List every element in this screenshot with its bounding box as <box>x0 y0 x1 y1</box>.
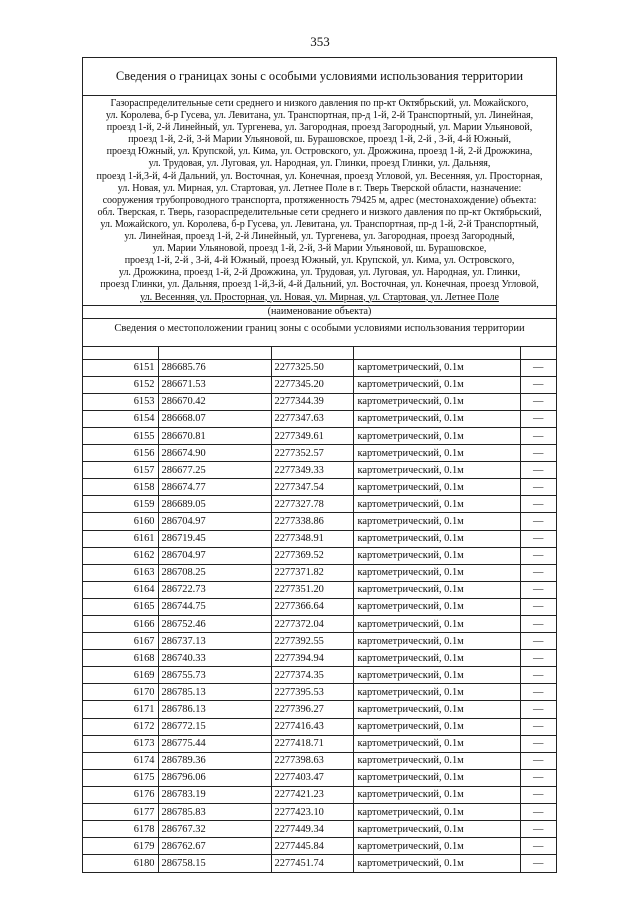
description-line: проезд 1-й, 2-й Линейный, ул. Тургенева, ул. Загородная, проезд Загородный, ул. Марии Ульяновой, <box>106 122 533 134</box>
method-cell: картометрический, 0.1м <box>353 359 520 376</box>
table-row <box>83 855 556 872</box>
coord-x: 286670.42 <box>158 393 271 410</box>
coord-x: 286689.05 <box>158 496 271 513</box>
method-cell: картометрический, 0.1м <box>353 530 520 547</box>
description-cell: — <box>520 701 556 718</box>
point-number: 6172 <box>83 718 158 735</box>
object-description <box>83 96 556 305</box>
point-number: 6156 <box>83 445 158 462</box>
point-number: 6170 <box>83 684 158 701</box>
method-cell: картометрический, 0.1м <box>353 821 520 838</box>
coord-y: 2277345.20 <box>271 376 353 393</box>
table-row <box>83 598 556 615</box>
method-cell: картометрический, 0.1м <box>353 376 520 393</box>
description-line: проезд 1-й, 2-й , 3-й, 4-й Южный, проезд Южный, ул. Крупской, ул. Кима, ул. Островского, <box>124 255 515 267</box>
coord-y: 2277347.54 <box>271 479 353 496</box>
method-cell: картометрический, 0.1м <box>353 445 520 462</box>
coord-x: 286674.77 <box>158 479 271 496</box>
point-number: 6158 <box>83 479 158 496</box>
coord-y: 2277416.43 <box>271 718 353 735</box>
method-cell: картометрический, 0.1м <box>353 616 520 633</box>
description-line: проезд Южный, ул. Крупской, ул. Кима, ул. Островского, ул. Дрожжина, проезд 1-й, 2-й Дрожжина, <box>106 146 533 158</box>
description-line: ул. Новая, ул. Мирная, ул. Стартовая, ул. Летнее Поле в г. Тверь Тверской области, назначение: <box>117 182 522 194</box>
description-line: ул. Линейная, проезд 1-й, 2-й Линейный, ул. Тургенева, ул. Загородная, проезд Загородный, <box>124 231 515 243</box>
point-number: 6178 <box>83 821 158 838</box>
point-number: 6157 <box>83 462 158 479</box>
object-name-caption: (наименование объекта) <box>83 305 556 319</box>
method-cell: картометрический, 0.1м <box>353 684 520 701</box>
coord-x: 286755.73 <box>158 667 271 684</box>
point-number: 6151 <box>83 359 158 376</box>
description-cell: — <box>520 752 556 769</box>
coord-y: 2277449.34 <box>271 821 353 838</box>
page-number: 353 <box>310 34 330 49</box>
coord-y: 2277338.86 <box>271 513 353 530</box>
method-cell: картометрический, 0.1м <box>353 462 520 479</box>
description-line: ул. Дрожжина, проезд 1-й, 2-й Дрожжина, ул. Трудовая, ул. Луговая, ул. Народная, ул. Глинки, <box>118 267 521 279</box>
point-number: 6180 <box>83 855 158 872</box>
description-cell: — <box>520 684 556 701</box>
description-cell: — <box>520 581 556 598</box>
method-cell: картометрический, 0.1м <box>353 804 520 821</box>
description-line: ул. Марии Ульяновой, проезд 1-й, 2-й, 3-й Марии Ульяновой, ш. Бурашовское, <box>152 243 487 255</box>
point-number: 6163 <box>83 564 158 581</box>
coord-x: 286772.15 <box>158 718 271 735</box>
point-number: 6152 <box>83 376 158 393</box>
description-cell: — <box>520 393 556 410</box>
coord-y: 2277395.53 <box>271 684 353 701</box>
description-cell: — <box>520 769 556 786</box>
method-cell: картометрический, 0.1м <box>353 513 520 530</box>
table-row <box>83 735 556 752</box>
point-number: 6169 <box>83 667 158 684</box>
table-row <box>83 427 556 444</box>
coord-y: 2277372.04 <box>271 616 353 633</box>
description-cell: — <box>520 735 556 752</box>
table-row <box>83 650 556 667</box>
method-cell: картометрический, 0.1м <box>353 855 520 872</box>
method-cell: картометрический, 0.1м <box>353 633 520 650</box>
method-cell: картометрический, 0.1м <box>353 735 520 752</box>
table-row <box>83 633 556 650</box>
method-cell: картометрический, 0.1м <box>353 564 520 581</box>
table-spacer-row <box>83 346 556 359</box>
table-row <box>83 667 556 684</box>
method-cell: картометрический, 0.1м <box>353 581 520 598</box>
description-cell: — <box>520 616 556 633</box>
point-number: 6175 <box>83 769 158 786</box>
table-row <box>83 718 556 735</box>
document-title: Сведения о границах зоны с особыми условиями использования территории <box>83 58 556 96</box>
coord-x: 286668.07 <box>158 410 271 427</box>
point-number: 6171 <box>83 701 158 718</box>
table-row <box>83 530 556 547</box>
coord-y: 2277371.82 <box>271 564 353 581</box>
table-row <box>83 616 556 633</box>
description-cell: — <box>520 376 556 393</box>
point-number: 6155 <box>83 427 158 444</box>
table-row <box>83 547 556 564</box>
coord-x: 286786.13 <box>158 701 271 718</box>
coord-y: 2277325.50 <box>271 359 353 376</box>
description-line: обл. Тверская, г. Тверь, газораспределительные сети среднего и низкого давления по пр-кт Октябрьский, <box>97 206 542 218</box>
method-cell: картометрический, 0.1м <box>353 701 520 718</box>
method-cell: картометрический, 0.1м <box>353 786 520 803</box>
coord-y: 2277421.23 <box>271 786 353 803</box>
coord-x: 286722.73 <box>158 581 271 598</box>
description-cell: — <box>520 838 556 855</box>
coord-y: 2277344.39 <box>271 393 353 410</box>
point-number: 6167 <box>83 633 158 650</box>
table-row <box>83 701 556 718</box>
coord-y: 2277374.35 <box>271 667 353 684</box>
coord-x: 286704.97 <box>158 513 271 530</box>
method-cell: картометрический, 0.1м <box>353 496 520 513</box>
description-cell: — <box>520 359 556 376</box>
coord-x: 286785.13 <box>158 684 271 701</box>
coord-y: 2277349.61 <box>271 427 353 444</box>
description-line: Газораспределительные сети среднего и низкого давления по пр-кт Октябрьский, ул. Можайского, <box>110 98 529 109</box>
coord-y: 2277418.71 <box>271 735 353 752</box>
coord-x: 286674.90 <box>158 445 271 462</box>
point-number: 6153 <box>83 393 158 410</box>
location-subtitle: Сведения о местоположении границ зоны с особыми условиями использования территории <box>114 322 525 334</box>
description-line: ул. Можайского, ул. Королева, б-р Гусева, ул. Левитана, ул. Транспортная, пр-д 1-й, 2-й Транспортный, <box>100 218 539 230</box>
description-line: ул. Весенняя, ул. Просторная, ул. Новая, ул. Мирная, ул. Стартовая, ул. Летнее Поле <box>140 291 499 303</box>
table-row <box>83 684 556 701</box>
table-row <box>83 564 556 581</box>
method-cell: картометрический, 0.1м <box>353 547 520 564</box>
description-cell: — <box>520 633 556 650</box>
description-cell: — <box>520 821 556 838</box>
point-number: 6166 <box>83 616 158 633</box>
coord-y: 2277349.33 <box>271 462 353 479</box>
coord-x: 286767.32 <box>158 821 271 838</box>
coord-x: 286704.97 <box>158 547 271 564</box>
description-cell: — <box>520 786 556 803</box>
description-cell: — <box>520 804 556 821</box>
point-number: 6173 <box>83 735 158 752</box>
table-row <box>83 769 556 786</box>
table-row <box>83 359 556 376</box>
coord-x: 286783.19 <box>158 786 271 803</box>
coord-y: 2277366.64 <box>271 598 353 615</box>
coord-x: 286785.83 <box>158 804 271 821</box>
table-row <box>83 752 556 769</box>
point-number: 6165 <box>83 598 158 615</box>
method-cell: картометрический, 0.1м <box>353 598 520 615</box>
coord-y: 2277369.52 <box>271 547 353 564</box>
coord-x: 286796.06 <box>158 769 271 786</box>
coord-x: 286670.81 <box>158 427 271 444</box>
description-cell: — <box>520 547 556 564</box>
coord-x: 286677.25 <box>158 462 271 479</box>
coord-x: 286789.36 <box>158 752 271 769</box>
coord-y: 2277392.55 <box>271 633 353 650</box>
method-cell: картометрический, 0.1м <box>353 752 520 769</box>
description-cell: — <box>520 667 556 684</box>
description-cell: — <box>520 513 556 530</box>
method-cell: картометрический, 0.1м <box>353 769 520 786</box>
description-line: ул. Королева, б-р Гусева, ул. Левитана, ул. Транспортная, пр-д 1-й, 2-й Транспортный, ул. Линейная, <box>105 110 534 122</box>
table-row <box>83 479 556 496</box>
description-cell: — <box>520 410 556 427</box>
point-number: 6154 <box>83 410 158 427</box>
description-cell: — <box>520 718 556 735</box>
table-row <box>83 410 556 427</box>
zone-boundary-document <box>82 57 557 873</box>
coordinates-table <box>83 346 556 872</box>
description-cell: — <box>520 427 556 444</box>
coord-y: 2277403.47 <box>271 769 353 786</box>
coord-x: 286671.53 <box>158 376 271 393</box>
point-number: 6164 <box>83 581 158 598</box>
coord-x: 286719.45 <box>158 530 271 547</box>
description-line: проезд Глинки, ул. Дальняя, проезд 1-й,3-й, 4-й Дальний, ул. Восточная, ул. Конечная, проезд Угловой, <box>100 279 539 291</box>
description-line: проезд 1-й, 2-й, 3-й Марии Ульяновой, ш. Бурашовское, проезд 1-й, 2-й , 3-й, 4-й Южный, <box>128 134 511 146</box>
description-cell: — <box>520 445 556 462</box>
method-cell: картометрический, 0.1м <box>353 718 520 735</box>
description-cell: — <box>520 496 556 513</box>
point-number: 6168 <box>83 650 158 667</box>
description-line: ул. Трудовая, ул. Луговая, ул. Народная, ул. Глинки, проезд Глинки, ул. Дальняя, <box>148 158 491 170</box>
description-cell: — <box>520 479 556 496</box>
method-cell: картометрический, 0.1м <box>353 479 520 496</box>
table-row <box>83 376 556 393</box>
description-cell: — <box>520 564 556 581</box>
description-line: проезд 1-й,3-й, 4-й Дальний, ул. Восточная, ул. Конечная, проезд Угловой, ул. Весенняя, ул. Просторная, <box>96 170 543 182</box>
coord-x: 286758.15 <box>158 855 271 872</box>
point-number: 6177 <box>83 804 158 821</box>
coord-y: 2277348.91 <box>271 530 353 547</box>
point-number: 6160 <box>83 513 158 530</box>
table-row <box>83 821 556 838</box>
coord-y: 2277347.63 <box>271 410 353 427</box>
method-cell: картометрический, 0.1м <box>353 838 520 855</box>
description-cell: — <box>520 855 556 872</box>
table-row <box>83 462 556 479</box>
table-row <box>83 445 556 462</box>
coord-y: 2277423.10 <box>271 804 353 821</box>
table-row <box>83 581 556 598</box>
coord-y: 2277352.57 <box>271 445 353 462</box>
method-cell: картометрический, 0.1м <box>353 393 520 410</box>
table-row <box>83 838 556 855</box>
method-cell: картометрический, 0.1м <box>353 650 520 667</box>
point-number: 6174 <box>83 752 158 769</box>
description-cell: — <box>520 530 556 547</box>
coord-x: 286685.76 <box>158 359 271 376</box>
table-row <box>83 496 556 513</box>
coord-y: 2277394.94 <box>271 650 353 667</box>
coord-x: 286744.75 <box>158 598 271 615</box>
coord-y: 2277396.27 <box>271 701 353 718</box>
description-cell: — <box>520 598 556 615</box>
point-number: 6159 <box>83 496 158 513</box>
table-row <box>83 804 556 821</box>
point-number: 6162 <box>83 547 158 564</box>
coord-y: 2277327.78 <box>271 496 353 513</box>
method-cell: картометрический, 0.1м <box>353 667 520 684</box>
table-row <box>83 786 556 803</box>
description-cell: — <box>520 650 556 667</box>
coord-x: 286762.67 <box>158 838 271 855</box>
point-number: 6161 <box>83 530 158 547</box>
method-cell: картометрический, 0.1м <box>353 427 520 444</box>
coord-x: 286775.44 <box>158 735 271 752</box>
point-number: 6176 <box>83 786 158 803</box>
method-cell: картометрический, 0.1м <box>353 410 520 427</box>
point-number: 6179 <box>83 838 158 855</box>
coord-y: 2277398.63 <box>271 752 353 769</box>
coord-y: 2277351.20 <box>271 581 353 598</box>
coord-y: 2277451.74 <box>271 855 353 872</box>
coord-x: 286740.33 <box>158 650 271 667</box>
table-row <box>83 393 556 410</box>
table-row <box>83 513 556 530</box>
coord-x: 286752.46 <box>158 616 271 633</box>
description-cell: — <box>520 462 556 479</box>
coord-y: 2277445.84 <box>271 838 353 855</box>
coord-x: 286737.13 <box>158 633 271 650</box>
description-line: сооружения трубопроводного транспорта, протяженность 79425 м, адрес (местонахождение) объекта: <box>102 194 537 206</box>
coord-x: 286708.25 <box>158 564 271 581</box>
